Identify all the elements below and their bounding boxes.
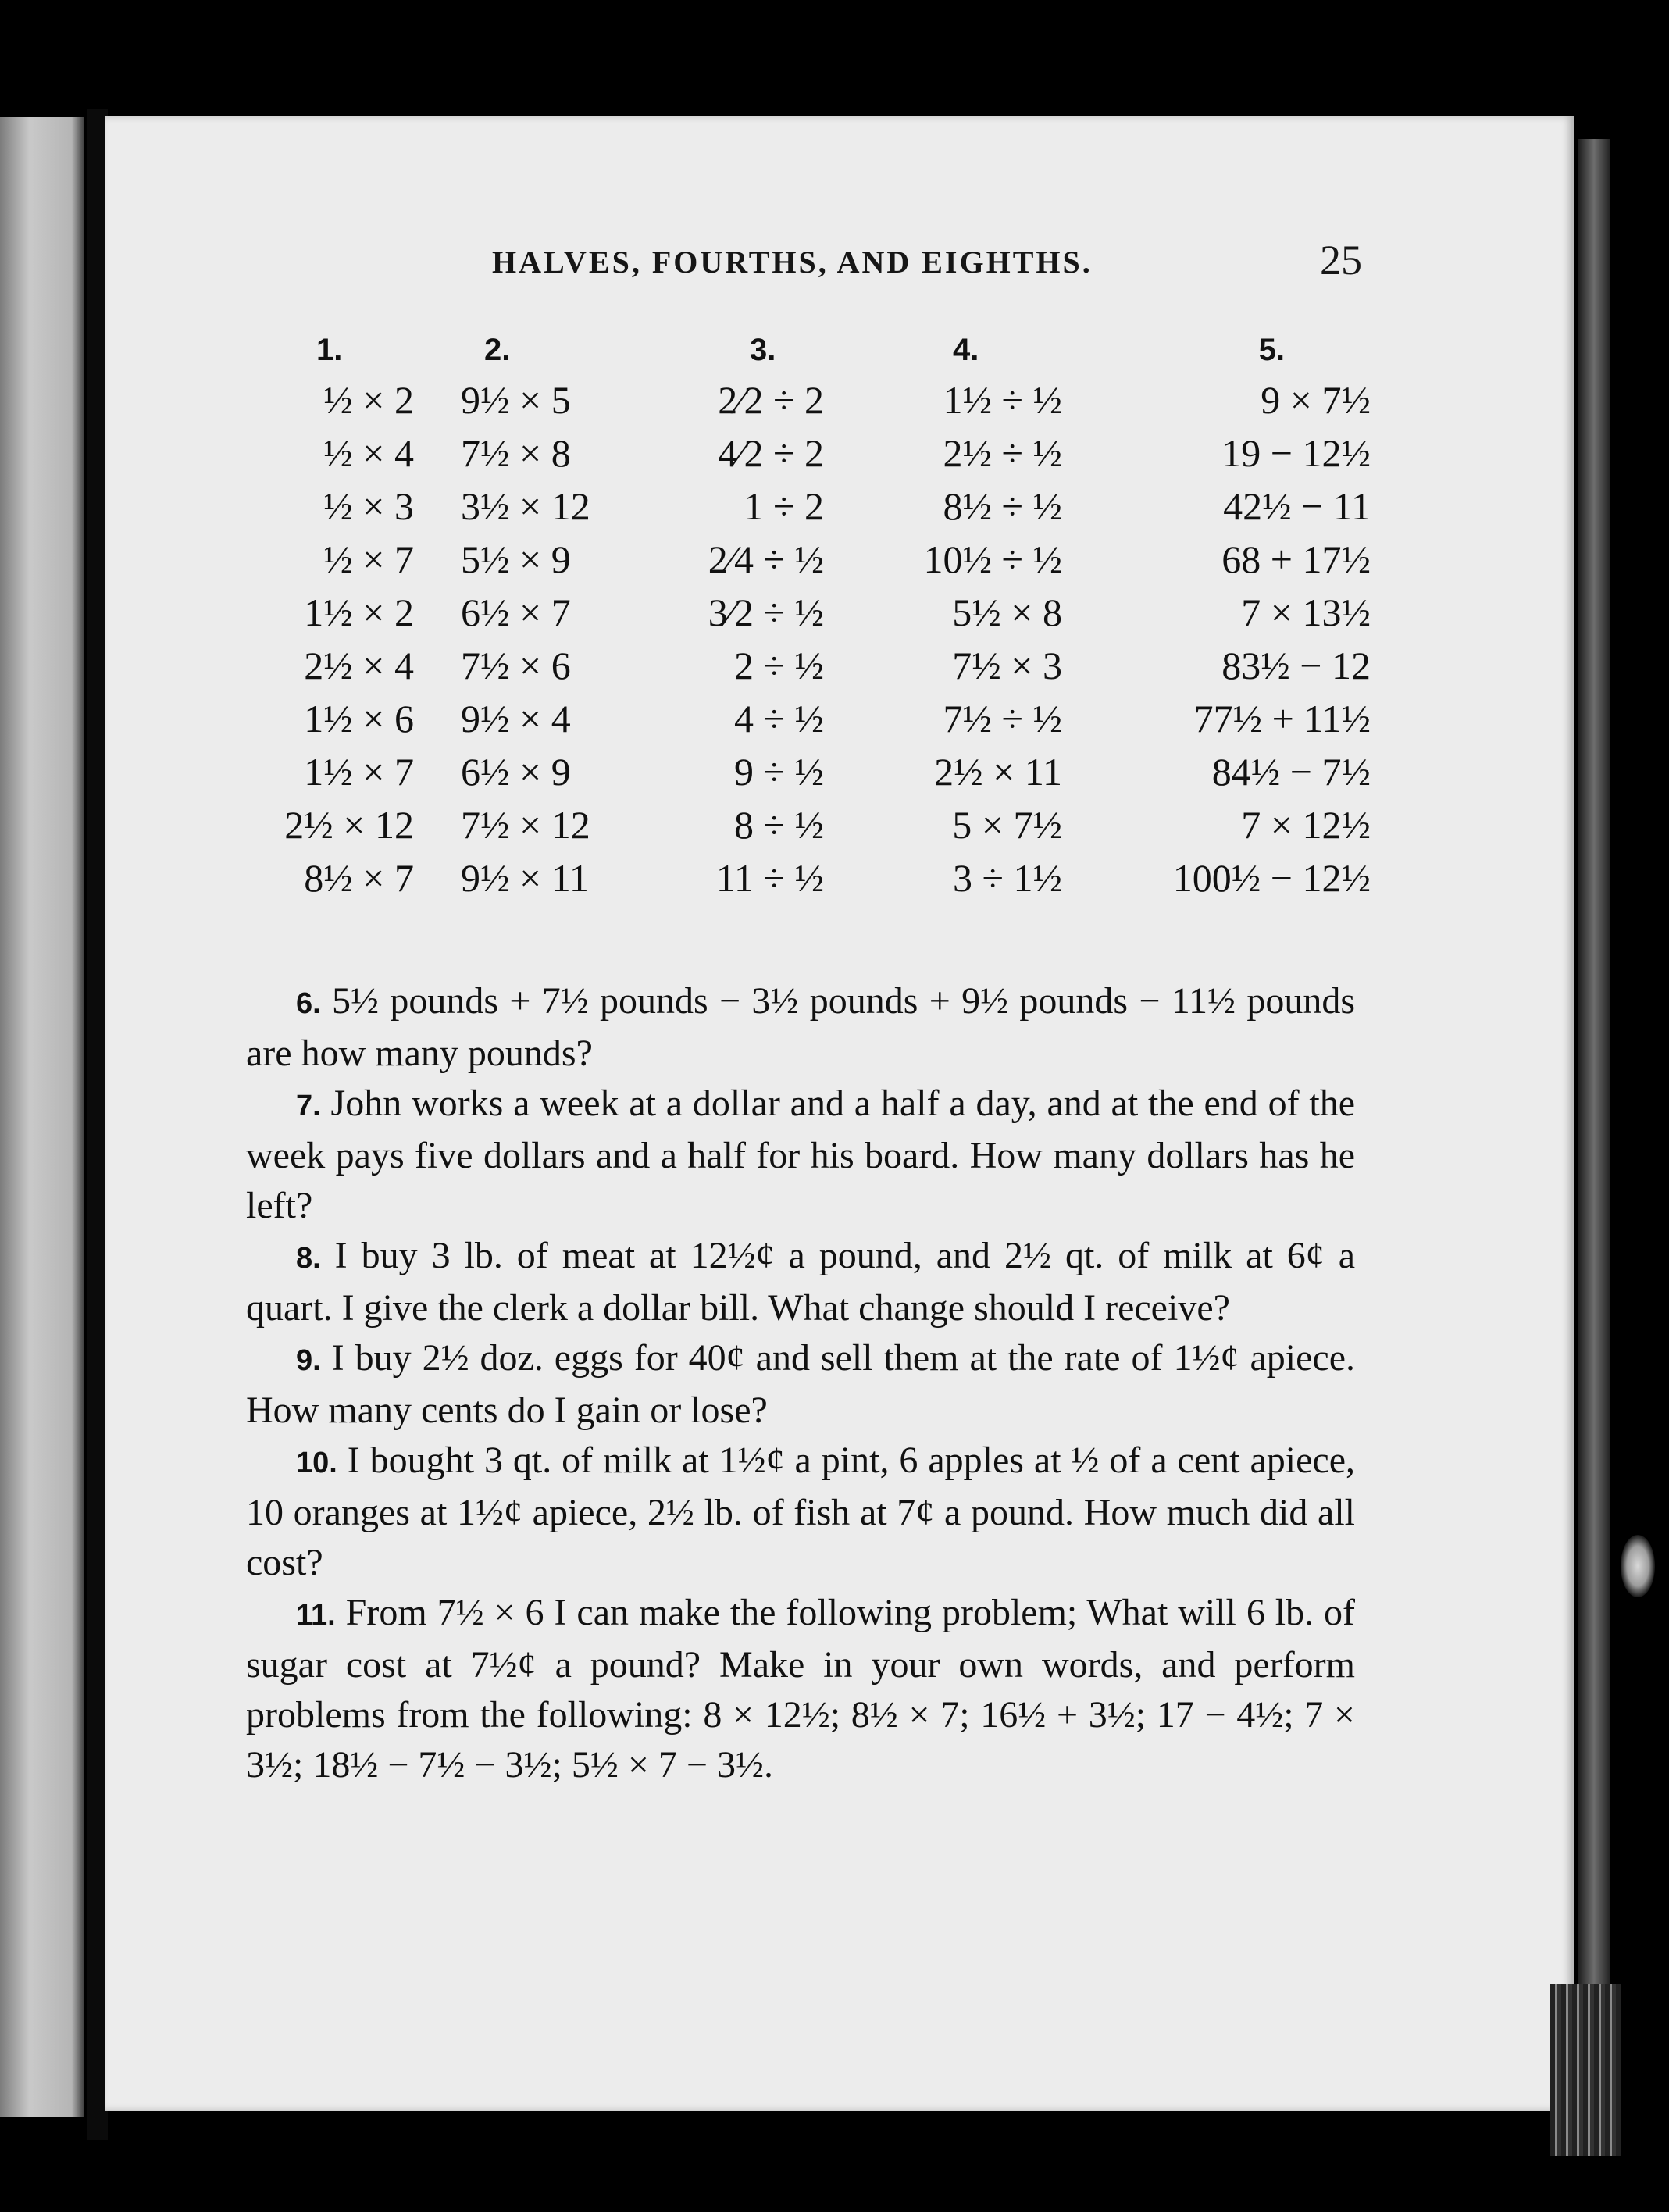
- exercise-item: 7½ × 8: [461, 431, 571, 475]
- exercise-item: 2⁄4 ÷ ½: [708, 537, 824, 581]
- problem-text: I bought 3 qt. of milk at 1½¢ a pint, 6 apples at ½ of a cent apiece, 10 oranges at 1½¢ apiece, 2½ lb. of fish at 7¢ a pound. How much did all cost?: [246, 1440, 1355, 1583]
- page-number: 25: [1320, 237, 1362, 284]
- problem-number: 10.: [296, 1447, 337, 1479]
- exercise-item: 8½ × 7: [304, 856, 414, 900]
- exercise-item: 84½ − 7½: [1211, 750, 1371, 794]
- exercise-item: 1½ × 6: [304, 697, 414, 740]
- problem-text: From 7½ × 6 I can make the following problem; What will 6 lb. of sugar cost at 7½¢ a pound? Make in your own words, and perform problems from the following: 8 × 12½; 8½ × 7; 16½ + 3½; 17 − 4½; 7 × 3½; 18½ − 7½ − 3½; 5½ × 7 − 3½.: [246, 1592, 1355, 1786]
- exercise-item: 9½ × 11: [461, 856, 589, 900]
- exercise-column-2: [461, 326, 625, 904]
- problem-number: 6.: [296, 987, 321, 1020]
- word-problems: [246, 976, 1355, 1790]
- exercise-column-1: [281, 326, 414, 904]
- problem-number: 7.: [296, 1090, 321, 1122]
- exercise-item: 9 ÷ ½: [734, 750, 824, 794]
- exercise-column-3: [687, 326, 824, 904]
- exercise-item: 6½ × 7: [461, 590, 571, 634]
- exercise-item: 2½ × 12: [284, 803, 414, 847]
- exercise-item: 7 × 13½: [1241, 590, 1371, 634]
- problem-text: I buy 3 lb. of meat at 12½¢ a pound, and 2½ qt. of milk at 6¢ a quart. I give the clerk a dollar bill. What change should I receive?: [246, 1235, 1356, 1329]
- exercise-item: 4⁄2 ÷ 2: [718, 431, 824, 475]
- exercise-item: 1½ × 7: [304, 750, 414, 794]
- exercise-item: 7½ ÷ ½: [943, 697, 1062, 740]
- column-heading: 1.: [316, 333, 343, 367]
- problem-10: [246, 1436, 1355, 1588]
- exercise-item: ½ × 7: [323, 537, 414, 581]
- exercise-item: 4 ÷ ½: [734, 697, 824, 740]
- problem-text: 5½ pounds + 7½ pounds − 3½ pounds + 9½ pounds − 11½ pounds are how many pounds?: [246, 980, 1356, 1074]
- exercise-item: 7½ × 12: [461, 803, 590, 847]
- exercise-item: 100½ − 12½: [1172, 856, 1371, 900]
- exercise-item: ½ × 4: [323, 431, 414, 475]
- exercise-item: ½ × 3: [323, 484, 414, 528]
- exercise-item: 1½ × 2: [304, 590, 414, 634]
- exercise-item: 6½ × 9: [461, 750, 571, 794]
- problem-11: [246, 1588, 1355, 1790]
- exercise-item: 5 × 7½: [952, 803, 1062, 847]
- left-page-edge: [0, 117, 84, 2117]
- exercise-item: 1½ ÷ ½: [943, 378, 1062, 422]
- problem-6: [246, 976, 1355, 1079]
- exercise-item: 10½ ÷ ½: [923, 537, 1062, 581]
- exercise-item: 2 ÷ ½: [734, 644, 824, 687]
- exercise-item: 3 ÷ 1½: [953, 856, 1062, 900]
- exercise-item: 3⁄2 ÷ ½: [708, 590, 824, 634]
- exercise-item: 8 ÷ ½: [734, 803, 824, 847]
- problem-9: [246, 1333, 1355, 1436]
- right-page-edge: [1578, 139, 1610, 2146]
- exercise-item: 8½ ÷ ½: [943, 484, 1062, 528]
- problem-number: 11.: [296, 1599, 336, 1632]
- exercise-column-5: [1144, 326, 1371, 904]
- running-head: HALVES, FOURTHS, AND EIGHTHS.: [492, 244, 1093, 280]
- problem-text: John works a week at a dollar and a half a day, and at the end of the week pays five dollars and a half for his board. How many dollars has he left?: [246, 1083, 1356, 1226]
- exercise-item: 2⁄2 ÷ 2: [718, 378, 824, 422]
- exercise-item: 7½ × 6: [461, 644, 571, 687]
- exercise-item: 68 + 17½: [1221, 537, 1371, 581]
- exercise-item: 19 − 12½: [1221, 431, 1371, 475]
- exercise-item: 9 × 7½: [1261, 378, 1371, 422]
- exercise-item: 2½ ÷ ½: [943, 431, 1062, 475]
- column-heading: 5.: [1258, 333, 1285, 367]
- exercise-item: 3½ × 12: [461, 484, 590, 528]
- problem-text: I buy 2½ doz. eggs for 40¢ and sell them at the rate of 1½¢ apiece. How many cents do I gain or lose?: [246, 1337, 1356, 1431]
- problem-number: 8.: [296, 1242, 321, 1275]
- column-heading: 4.: [953, 333, 979, 367]
- exercise-item: 77½ + 11½: [1193, 697, 1371, 740]
- exercise-item: 2½ × 4: [304, 644, 414, 687]
- scan-artifact: [1621, 1535, 1655, 1597]
- exercise-item: 1 ÷ 2: [744, 484, 824, 528]
- column-heading: 2.: [484, 333, 511, 367]
- exercise-item: 9½ × 5: [461, 378, 571, 422]
- exercise-item: 11 ÷ ½: [715, 856, 824, 900]
- exercise-item: 5½ × 9: [461, 537, 571, 581]
- problem-7: [246, 1079, 1355, 1231]
- problem-8: [246, 1231, 1355, 1333]
- exercise-item: 7½ × 3: [952, 644, 1062, 687]
- page-stack-edge: [1550, 1984, 1621, 2156]
- column-heading: 3.: [750, 333, 776, 367]
- exercise-item: 7 × 12½: [1241, 803, 1371, 847]
- problem-number: 9.: [296, 1344, 321, 1377]
- exercise-column-4: [898, 326, 1062, 904]
- exercise-item: ½ × 2: [323, 378, 414, 422]
- exercise-item: 5½ × 8: [952, 590, 1062, 634]
- exercise-item: 83½ − 12: [1221, 644, 1371, 687]
- exercise-item: 42½ − 11: [1223, 484, 1371, 528]
- exercise-item: 2½ × 11: [934, 750, 1062, 794]
- exercise-item: 9½ × 4: [461, 697, 571, 740]
